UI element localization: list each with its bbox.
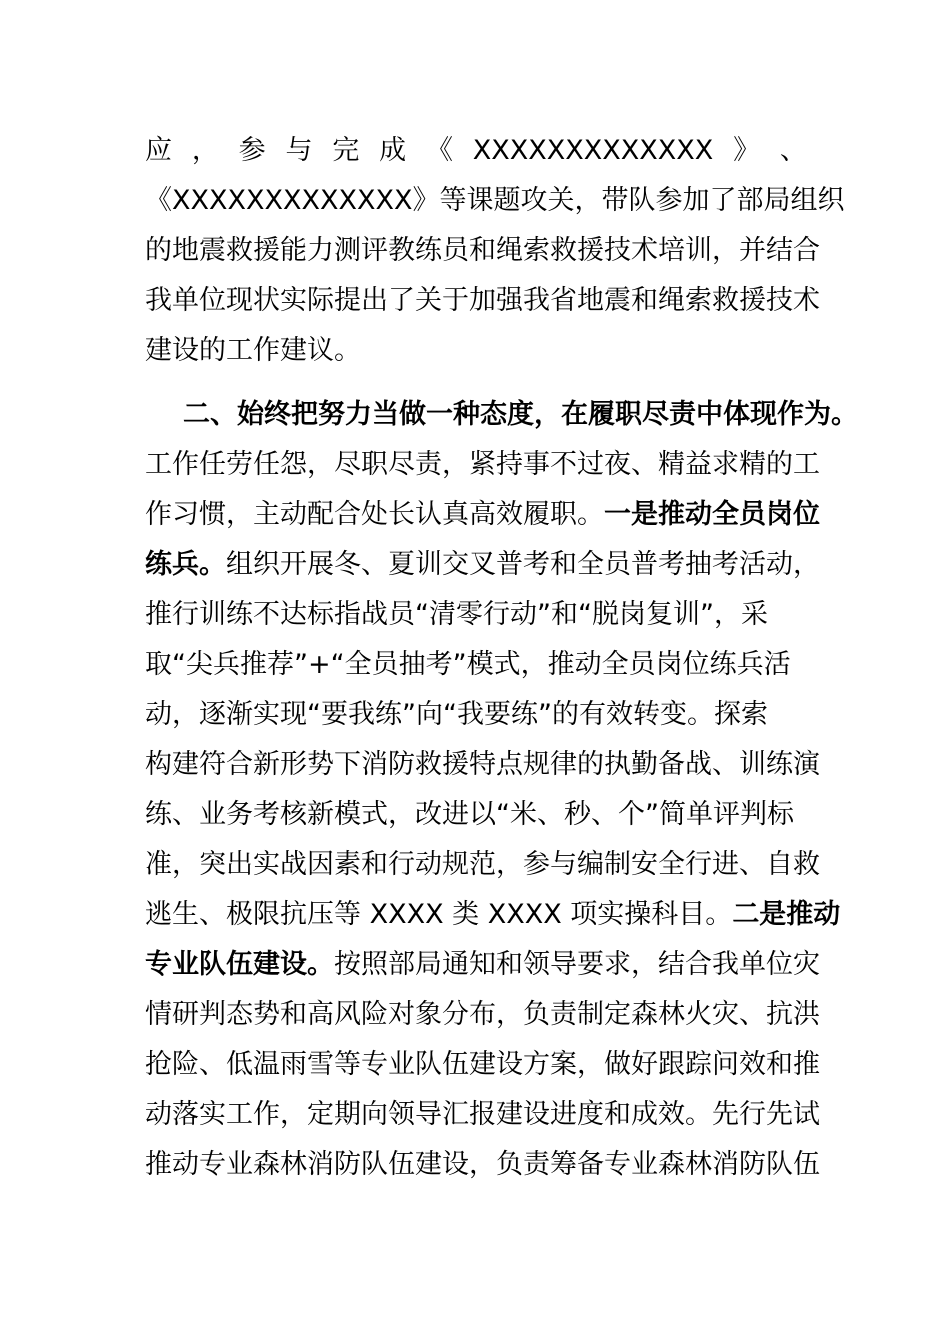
paragraph-2-line-2: 工作任劳任怨，尽职尽责，紧持事不过夜、精益求精的工 <box>145 449 820 480</box>
text-token: 与 <box>285 135 313 166</box>
paragraph-2-line-9: 练、业务考核新模式，改进以“米、秒、个”简单评判标 <box>145 799 794 830</box>
paragraph-2-line-11 <box>145 890 841 940</box>
text-token: 完 <box>332 135 360 166</box>
paragraph-2-line-12 <box>145 940 820 990</box>
bold-lead-text: 专业队伍建设。 <box>145 949 334 980</box>
text-token: 、 <box>779 135 807 166</box>
paragraph-2-line-14: 抢险、低温雨雪等专业队伍建设方案，做好跟踪问效和推 <box>145 1049 820 1080</box>
body-text: 组织开展冬、夏训交叉普考和全员普考抽考活动， <box>226 549 820 580</box>
body-text: 作习惯，主动配合处长认真高效履职。 <box>145 499 604 530</box>
text-token: 》 <box>733 135 761 166</box>
paragraph-1-line-2: 《XXXXXXXXXXXXX》等课题攻关，带队参加了部局组织 <box>145 185 845 216</box>
body-text: 逃生、极限抗压等 XXXX 类 XXXX 项实操科目。 <box>145 899 733 930</box>
paragraph-spacer <box>145 376 807 390</box>
text-token: ， <box>191 135 219 166</box>
body-text: 按照部局通知和领导要求，结合我单位灾 <box>334 949 820 980</box>
paragraph-1-line-1 <box>145 126 807 176</box>
paragraph-2-line-13: 情研判态势和高风险对象分布，负责制定森林火灾、抗洪 <box>145 999 820 1030</box>
paragraph-2-line-6: 取“尖兵推荐”+“全员抽考”模式，推动全员岗位练兵活 <box>145 649 791 680</box>
paragraph-2-line-15: 动落实工作，定期向领导汇报建设进度和成效。先行先试 <box>145 1099 820 1130</box>
paragraph-2-line-3 <box>145 490 820 540</box>
text-token: 应 <box>145 135 172 166</box>
document-body <box>145 126 858 1190</box>
paragraph-2-line-16: 推动专业森林消防队伍建设，负责筹备专业森林消防队伍 <box>145 1149 820 1180</box>
bold-lead-text: 练兵。 <box>145 549 226 580</box>
paragraph-2-line-5: 推行训练不达标指战员“清零行动”和“脱岗复训”，采 <box>145 599 768 630</box>
paragraph-2-line-4 <box>145 540 820 590</box>
paragraph-1-line-3: 的地震救援能力测评教练员和绳索救援技术培训，并结合 <box>145 235 820 266</box>
paragraph-2-line-10: 准，突出实战因素和行动规范，参与编制安全行进、自救 <box>145 849 820 880</box>
text-token: 《 <box>425 135 453 166</box>
section-heading: 二、始终把努力当做一种态度，在履职尽责中体现作为。 <box>183 399 858 430</box>
bold-lead-text: 一是推动全员岗位 <box>604 499 820 530</box>
text-token: 参 <box>238 135 266 166</box>
paragraph-2-line-8: 构建符合新形势下消防救援特点规律的执勤备战、训练演 <box>145 749 820 780</box>
paragraph-1-line-4: 我单位现状实际提出了关于加强我省地震和绳索救援技术 <box>145 285 820 316</box>
text-token: XXXXXXXXXXXXX <box>472 135 714 166</box>
text-token: 成 <box>379 135 407 166</box>
paragraph-1-line-5: 建设的工作建议。 <box>145 335 361 366</box>
paragraph-2-line-7: 动，逐渐实现“要我练”向“我要练”的有效转变。探索 <box>145 699 768 730</box>
bold-lead-text: 二是推动 <box>732 899 841 930</box>
